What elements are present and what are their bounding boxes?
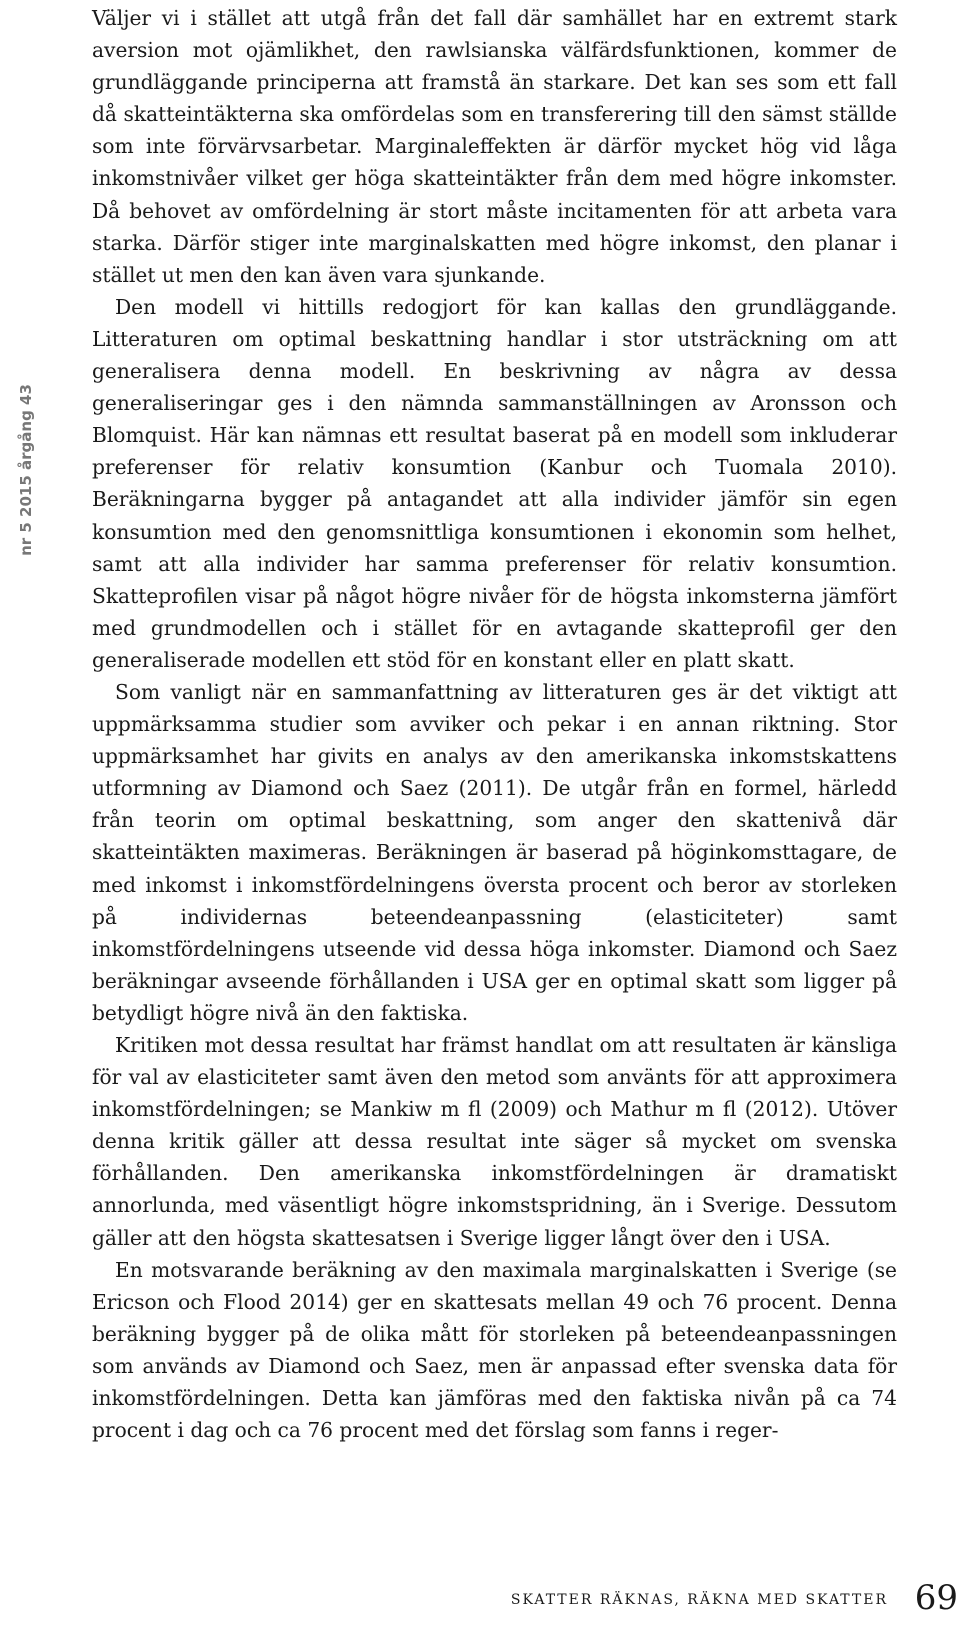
paragraph-1: Väljer vi i stället att utgå från det fall där samhället har en extremt stark aversion mot ojämlikhet, den rawlsianska välfärdsfunktionen, kommer de grundläggande principerna att framstå än starkare. Det kan ses som ett fall då skatteintäkterna ska omfördelas som en transferering till den sämst ställde som inte förvärvsarbetar. Marginaleffekten är därför mycket hög vid låga inkomstnivåer vilket ger höga skatteintäkter från dem med högre inkomster. Då behovet av omfördelning är stort måste incitamenten för att arbeta vara starka. Därför stiger inte marginalskatten med högre inkomst, den planar i stället ut men den kan även vara sjunkande. — [92, 6, 897, 287]
page-footer — [0, 1578, 960, 1628]
paragraph-3: Som vanligt när en sammanfattning av litteraturen ges är det viktigt att uppmärksamma studier som avviker och pekar i en annan riktning. Stor uppmärksamhet har givits en analys av den amerikanska inkomstskattens utformning av Diamond och Saez (2011). De utgår från en formel, härledd från teorin om optimal beskattning, som anger den skattenivå där skatteintäkten maximeras. Beräkningen är baserad på höginkomsttagare, de med inkomst i inkomstfördelningens översta procent och beror av storleken på individernas beteendeanpassning (elasticiteter) samt inkomstfördelningens utseende vid dessa höga inkomster. Diamond och Saez beräkningar avseende förhållanden i USA ger en optimal skatt som ligger på betydligt högre nivå än den faktiska. — [92, 679, 897, 1025]
paragraph-5: En motsvarande beräkning av den maximala marginalskatten i Sverige (se Ericson och Flood 2014) ger en skattesats mellan 49 och 76 procent. Denna beräkning bygger på de olika mått för storleken på beteendeanpassningen som används av Diamond och Saez, men är anpassad efter svenska data för inkomstfördelningen. Detta kan jämföras med den faktiska nivån på ca 74 procent i dag och ca 76 procent med det förslag som fanns i reger- — [92, 1257, 897, 1443]
article-body — [92, 2, 897, 1446]
running-title: SKATTER RÄKNAS, RÄKNA MED SKATTER — [510, 1592, 888, 1608]
paragraph-4: Kritiken mot dessa resultat har främst handlat om att resultaten är känsliga för val av elasticiteter samt även den metod som använts för att approximera inkomstfördelningen; se Mankiw m fl (2009) och Mathur m fl (2012). Utöver denna kritik gäller att dessa resultat inte säger så mycket om svenska förhållanden. Den amerikanska inkomstfördelningen är dramatiskt annorlunda, med väsentligt högre inkomstspridning, än i Sverige. Dessutom gäller att den högsta skattesatsen i Sverige ligger långt över den i USA. — [92, 1033, 897, 1250]
journal-issue-label — [14, 0, 38, 1633]
page-number: 69 — [914, 1578, 958, 1618]
journal-issue-text: nr 5 2015 årgång 43 — [17, 384, 35, 556]
paragraph-2: Den modell vi hittills redogjort för kan kallas den grundläggande. Litteraturen om optimal beskattning handlar i stor utsträckning om att generalisera denna modell. En beskrivning av några av dessa generaliseringar ges i den nämnda sammanställningen av Aronsson och Blomquist. Här kan nämnas ett resultat baserat på en modell som inkluderar preferenser för relativ konsumtion (Kanbur och Tuomala 2010). Beräkningarna bygger på antagandet att alla individer jämför sin egen konsumtion med den genomsnittliga konsumtionen i ekonomin som helhet, samt att alla individer har samma preferenser för relativ konsumtion. Skatteprofilen visar på något högre nivåer för de högsta inkomsterna jämfört med grundmodellen och i stället för en avtagande skatteprofil ger den generaliserade modellen ett stöd för en konstant eller en platt skatt. — [92, 294, 897, 672]
